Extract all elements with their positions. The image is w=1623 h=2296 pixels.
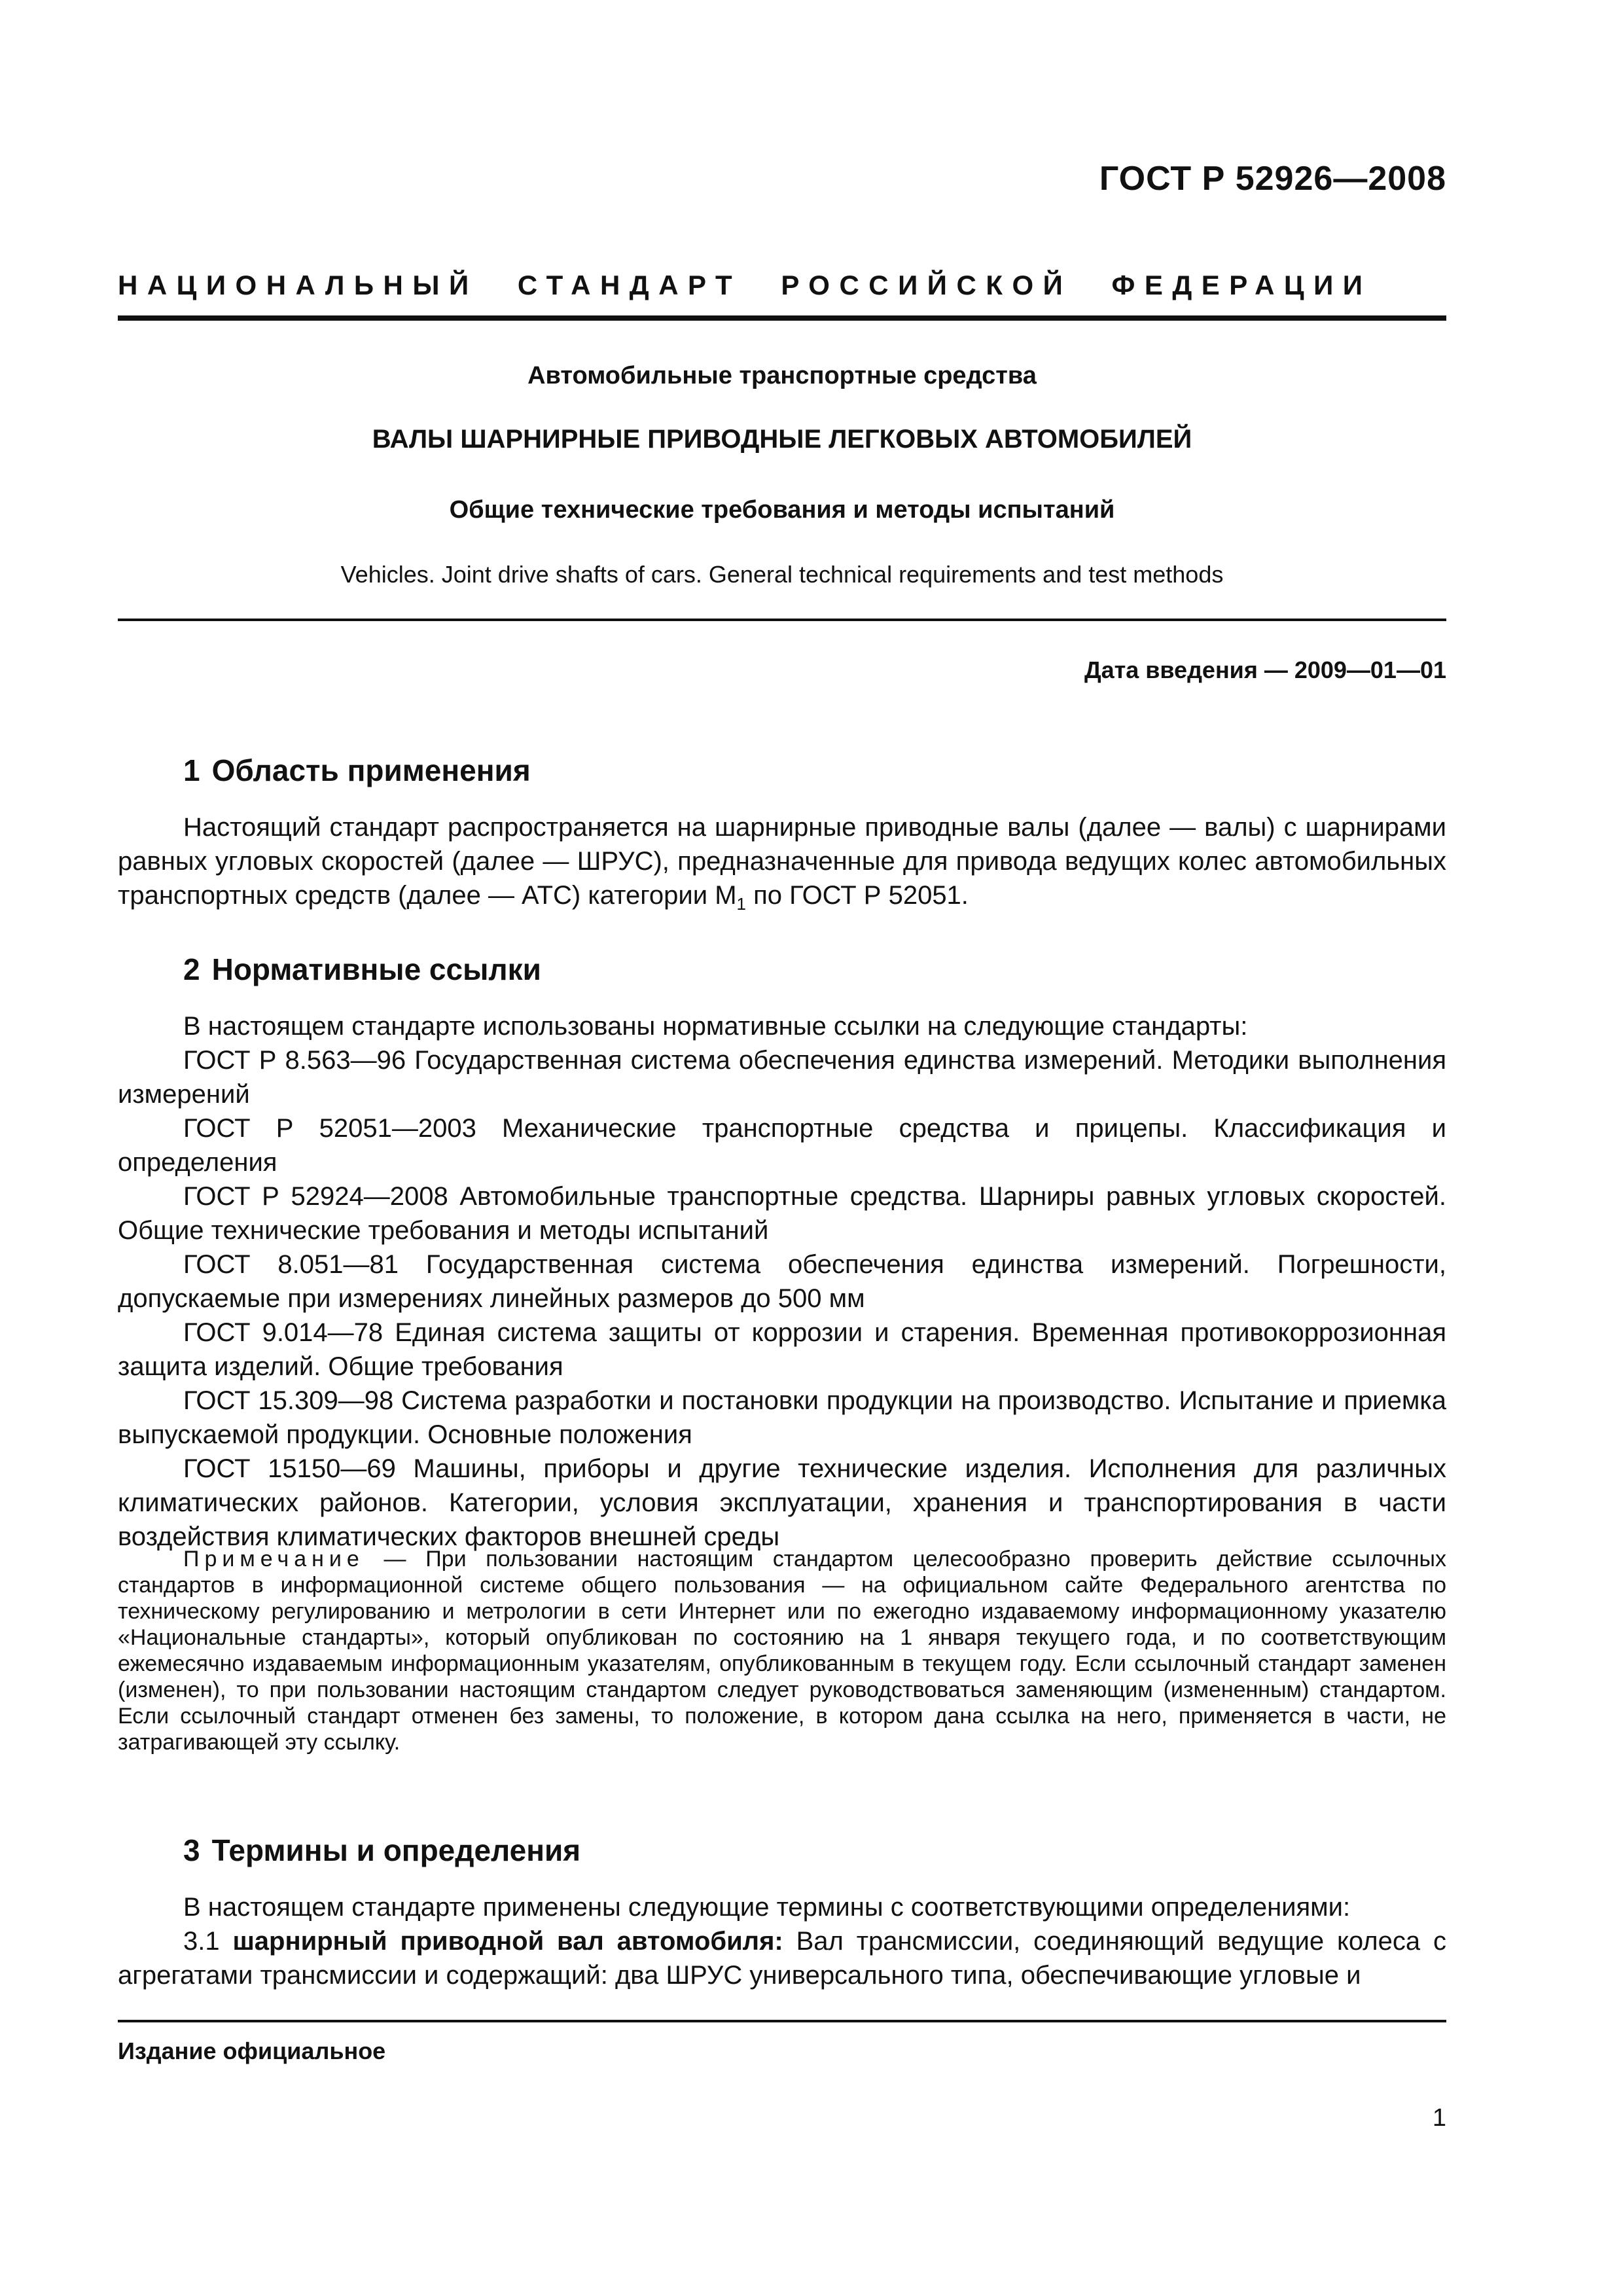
edition-label: Издание официальное (118, 2037, 386, 2064)
paragraph: В настоящем стандарте применены следующие термины с соответствующими определениями: (183, 1893, 1351, 1922)
section-title: Область применения (211, 753, 531, 787)
reference-item: ГОСТ Р 52924—2008 Автомобильные транспортные средства. Шарниры равных угловых скоростей. Общие технические требования и методы испытаний (118, 1182, 1446, 1245)
section-number: 1 (183, 753, 200, 787)
introduction-date: Дата введения — 2009—01—01 (1084, 656, 1446, 683)
english-title: Vehicles. Joint drive shafts of cars. General technical requirements and test methods (340, 561, 1224, 588)
section-1-heading (183, 753, 531, 788)
term: шарнирный приводной вал автомобиля: (232, 1927, 783, 1956)
section-1-body (118, 810, 1446, 921)
reference-item: ГОСТ 8.051—81 Государственная система обеспечения единства измерений. Погрешности, допускаемые при измерениях линейных размеров до 500 мм (118, 1250, 1446, 1313)
section-number: 3 (183, 1833, 200, 1867)
definition: Вал трансмиссии, соединяющий ведущие колеса с агрегатами трансмиссии и содержащий: два ШРУС универсального типа, обеспечивающие угловые и (118, 1927, 1446, 1990)
document-title: ВАЛЫ ШАРНИРНЫЕ ПРИВОДНЫЕ ЛЕГКОВЫХ АВТОМОБИЛЕЙ (372, 425, 1192, 454)
section-title: Нормативные ссылки (211, 952, 541, 986)
reference-item: ГОСТ Р 8.563—96 Государственная система обеспечения единства измерений. Методики выполнения измерений (118, 1046, 1446, 1109)
subscript: 1 (736, 894, 747, 914)
title-rule (118, 619, 1446, 621)
section-title: Термины и определения (211, 1833, 581, 1867)
term-definition (118, 1924, 1446, 1992)
reference-item: ГОСТ 15150—69 Машины, приборы и другие технические изделия. Исполнения для различных климатических районов. Категории, условия эксплуатации, хранения и транспортирования в части воздействия климатических факторов внешней среды (118, 1454, 1446, 1551)
note-label: Примечание (183, 1547, 365, 1571)
section-3-heading (183, 1833, 580, 1868)
note-text: — При пользовании настоящим стандартом целесообразно проверить действие ссылочных стандартов в информационной системе общего пользования — на официальном сайте Федерального агентства по техническому регулированию и метрологии в сети Интернет или по ежегодно издаваемому информационному указателю «Национальные стандарты», который опубликован по состоянию на 1 января текущего года, и по соответствующим ежемесячно издаваемым информационным указателям, опубликованным в текущем году. Если ссылочный стандарт заменен (изменен), то при пользовании настоящим стандартом следует руководствоваться заменяющим (измененным) стандартом. Если ссылочный стандарт отменен без замены, то положение, в котором дана ссылка на него, применяется в части, не затрагивающей эту ссылку. (118, 1547, 1446, 1755)
term-number: 3.1 (183, 1927, 220, 1956)
header-rule (118, 315, 1446, 321)
paragraph: Настоящий стандарт распространяется на шарнирные приводные валы (далее — валы) с шарнирами равных угловых скоростей (далее — ШРУС), предназначенные для привода ведущих колес автомобильных транспортных средств (далее — АТС) категории $М_1$ по ГОСТ Р 52051. (118, 813, 1446, 914)
paragraph: В настоящем стандарте использованы нормативные ссылки на следующие стандарты: (183, 1012, 1248, 1041)
document-subtitle: Общие технические требования и методы испытаний (449, 496, 1115, 524)
footer-rule (118, 2020, 1446, 2022)
reference-item: ГОСТ 15.309—98 Система разработки и постановки продукции на производство. Испытание и приемка выпускаемой продукции. Основные положения (118, 1386, 1446, 1449)
document-id: ГОСТ Р 52926—2008 (1099, 160, 1446, 198)
reference-item: ГОСТ Р 52051—2003 Механические транспортные средства и прицепы. Классификация и определения (118, 1114, 1446, 1177)
page-number: 1 (1432, 2104, 1446, 2132)
section-2-heading (183, 952, 541, 987)
section-2-body (118, 1009, 1446, 1554)
section-number: 2 (183, 952, 200, 986)
national-standard-banner: НАЦИОНАЛЬНЫЙ СТАНДАРТ РОССИЙСКОЙ ФЕДЕРАЦИИ (118, 270, 1372, 300)
subject-heading: Автомобильные транспортные средства (527, 362, 1037, 389)
note-paragraph (118, 1546, 1446, 1755)
reference-item: ГОСТ 9.014—78 Единая система защиты от коррозии и старения. Временная противокоррозионная защита изделий. Общие требования (118, 1318, 1446, 1381)
section-3-body (118, 1890, 1446, 1992)
